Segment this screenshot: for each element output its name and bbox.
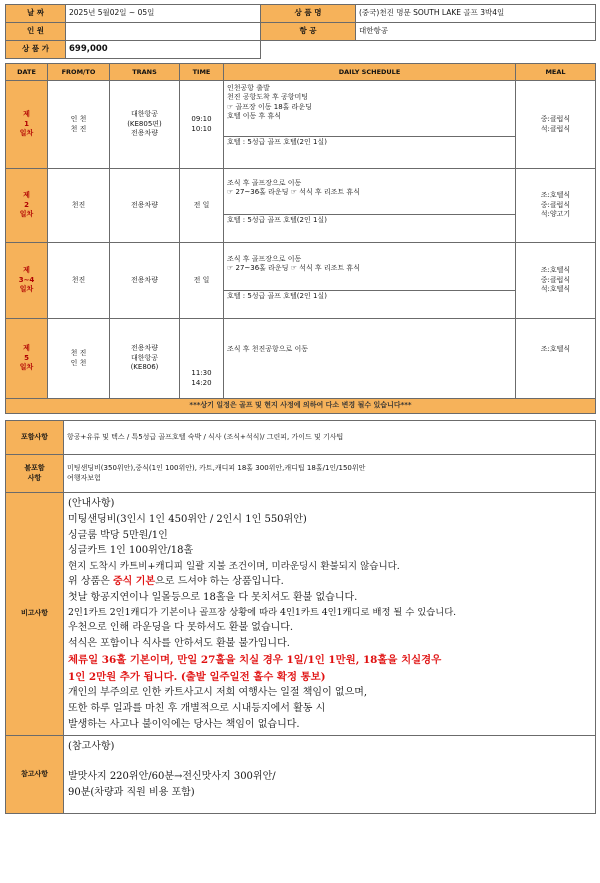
- meal-cell: 중:클럽식 석:클럽식: [516, 81, 596, 169]
- reference-content: (참고사항) 발맛사지 220위안/60분→전신맛사지 300위안/ 90분(차량과 직원 비용 포함): [64, 736, 596, 814]
- day-label: 제 5 일차: [6, 319, 48, 399]
- daily-schedule-cell: 조식 후 천진공항으로 이동: [224, 319, 516, 399]
- col-from-to: FROM/TO: [48, 64, 110, 81]
- itinerary-document: [5, 4, 595, 814]
- time-cell: 전 일: [180, 169, 224, 243]
- day-row: [6, 81, 596, 169]
- price-label: 상 품 가: [6, 41, 66, 59]
- col-daily-schedule: DAILY SCHEDULE: [224, 64, 516, 81]
- col-meal: MEAL: [516, 64, 596, 81]
- time-cell: 11:30 14:20: [180, 319, 224, 399]
- remarks-content: (안내사항) 미팅샌딩비(3인시 1인 450위안 / 2인시 1인 550위안) 싱글룸 박당 5만원/1인 싱글카트 1인 100위안/18홀 현지 도착시 카트비+캐디피 일괄 지불 조건이며, 미라운딩시 환불되지 않습니다. 위 상품은 중식 기본으로 드셔야 하는 상품입니다. 첫날 항공지연이나 일몰등으로 18홀을 다 못치셔도 환불 없습니다. 2인1카트 2인1캐디가 기본이나 골프장 상황에 따라 4인1카트 4인1캐디로 배정 될 수 있습니다. 우천으로 인해 라운딩을 다 못하셔도 환불 없습니다. 석식은 포함이나 식사를 안하셔도 환불 불가입니다. 체류일 36홀 기본이며, 만일 27홀을 치실 경우 1일/1인 1만원, 18홀을 치실경우 1인 2만원 추가 됩니다. (출발 일주일전 홀수 확정 통보) 개인의 부주의로 인한 카트사고시 저희 여행사는 일절 책임이 없으며, 또한 하루 일과를 마친 후 개별적으로 시내등지에서 활동 시 발생하는 사고나 불이익에는 당사는 책임이 없습니다.: [64, 493, 596, 736]
- product-value: (중국)천진 명문 SOUTH LAKE 골프 3박4일: [356, 5, 596, 23]
- day-row: [6, 169, 596, 243]
- airline-value: 대한항공: [356, 23, 596, 41]
- daily-schedule-cell: 인천공항 출발 천진 공항도착 후 공항미팅 ☞ 골프장 이동 18홀 라운딩 호텔 이동 후 휴식 호텔 : 5성급 골프 호텔(2인 1실): [224, 81, 516, 169]
- excluded-label: 불포함 사항: [6, 455, 64, 493]
- people-value: [66, 23, 261, 41]
- people-label: 인 원: [6, 23, 66, 41]
- hotel-info: 호텔 : 5성급 골프 호텔(2인 1실): [224, 290, 515, 302]
- daily-schedule-cell: 조식 후 골프장으로 이동 ☞ 27~36홀 라운딩 ☞ 석식 후 리조트 휴식 호텔 : 5성급 골프 호텔(2인 1실): [224, 243, 516, 319]
- col-trans: TRANS: [110, 64, 180, 81]
- trans-cell: 전용차량: [110, 169, 180, 243]
- date-value: 2025년 5월02일 ~ 05일: [66, 5, 261, 23]
- hole-policy-line: 체류일 36홀 기본이며, 만일 27홀을 치실 경우 1일/1인 1만원, 18홀을 치실경우: [68, 654, 442, 667]
- from-to-cell: 천진: [48, 243, 110, 319]
- hole-policy-line: 1인 2만원 추가 됩니다. (출발 일주일전 홀수 확정 통보): [68, 670, 326, 683]
- included-label: 포함사항: [6, 421, 64, 455]
- date-label: 날 짜: [6, 5, 66, 23]
- day-label: 제 2 일차: [6, 169, 48, 243]
- day-label: 제 1 일차: [6, 81, 48, 169]
- from-to-cell: 천진: [48, 169, 110, 243]
- price-value: 699,000: [66, 41, 261, 59]
- hotel-info: 호텔 : 5성급 골프 호텔(2인 1실): [224, 214, 515, 226]
- daily-schedule-cell: 조식 후 골프장으로 이동 ☞ 27~36홀 라운딩 ☞ 석식 후 리조트 휴식 호텔 : 5성급 골프 호텔(2인 1실): [224, 169, 516, 243]
- schedule-table: [5, 63, 596, 414]
- trans-cell: 대한항공 (KE805편) 전용차량: [110, 81, 180, 169]
- trans-cell: 전용차량 대한항공 (KE806): [110, 319, 180, 399]
- remarks-label: 비고사항: [6, 493, 64, 736]
- from-to-cell: 천 진 인 천: [48, 319, 110, 399]
- hotel-info: 호텔 : 5성급 골프 호텔(2인 1실): [224, 136, 515, 148]
- day-label: 제 3~4 일차: [6, 243, 48, 319]
- day-row: [6, 243, 596, 319]
- col-time: TIME: [180, 64, 224, 81]
- excluded-value: 미팅샌딩비(350위안),중식(1인 100위안), 카트,캐디피 18홀 300위안,캐디팁 18홀/1인/150위안 여행자보험: [64, 455, 596, 493]
- day-row: [6, 319, 596, 399]
- time-cell: 09:10 10:10: [180, 81, 224, 169]
- product-label: 상 품 명: [261, 5, 356, 23]
- schedule-notice: ***상기 일정은 골프 및 현지 사정에 의하여 다소 변경 될수 있습니다***: [6, 399, 596, 414]
- reference-label: 참고사항: [6, 736, 64, 814]
- time-cell: 전 일: [180, 243, 224, 319]
- included-value: 항공+유류 및 텍스 / 특5성급 골프호텔 숙박 / 식사 (조식+석식)/ 그린피, 가이드 및 기사팁: [64, 421, 596, 455]
- terms-table: [5, 420, 596, 814]
- meal-cell: 조:호텔식 중:클럽식 석:양고기: [516, 169, 596, 243]
- meal-cell: 조:호텔식: [516, 319, 596, 399]
- airline-label: 항 공: [261, 23, 356, 41]
- meal-requirement-line: 위 상품은 중식 기본으로 드셔야 하는 상품입니다.: [68, 576, 284, 588]
- col-date: DATE: [6, 64, 48, 81]
- from-to-cell: 인 천 천 진: [48, 81, 110, 169]
- trans-cell: 전용차량: [110, 243, 180, 319]
- meal-cell: 조:호텔식 중:클럽식 석:호텔식: [516, 243, 596, 319]
- header-table: [5, 4, 596, 59]
